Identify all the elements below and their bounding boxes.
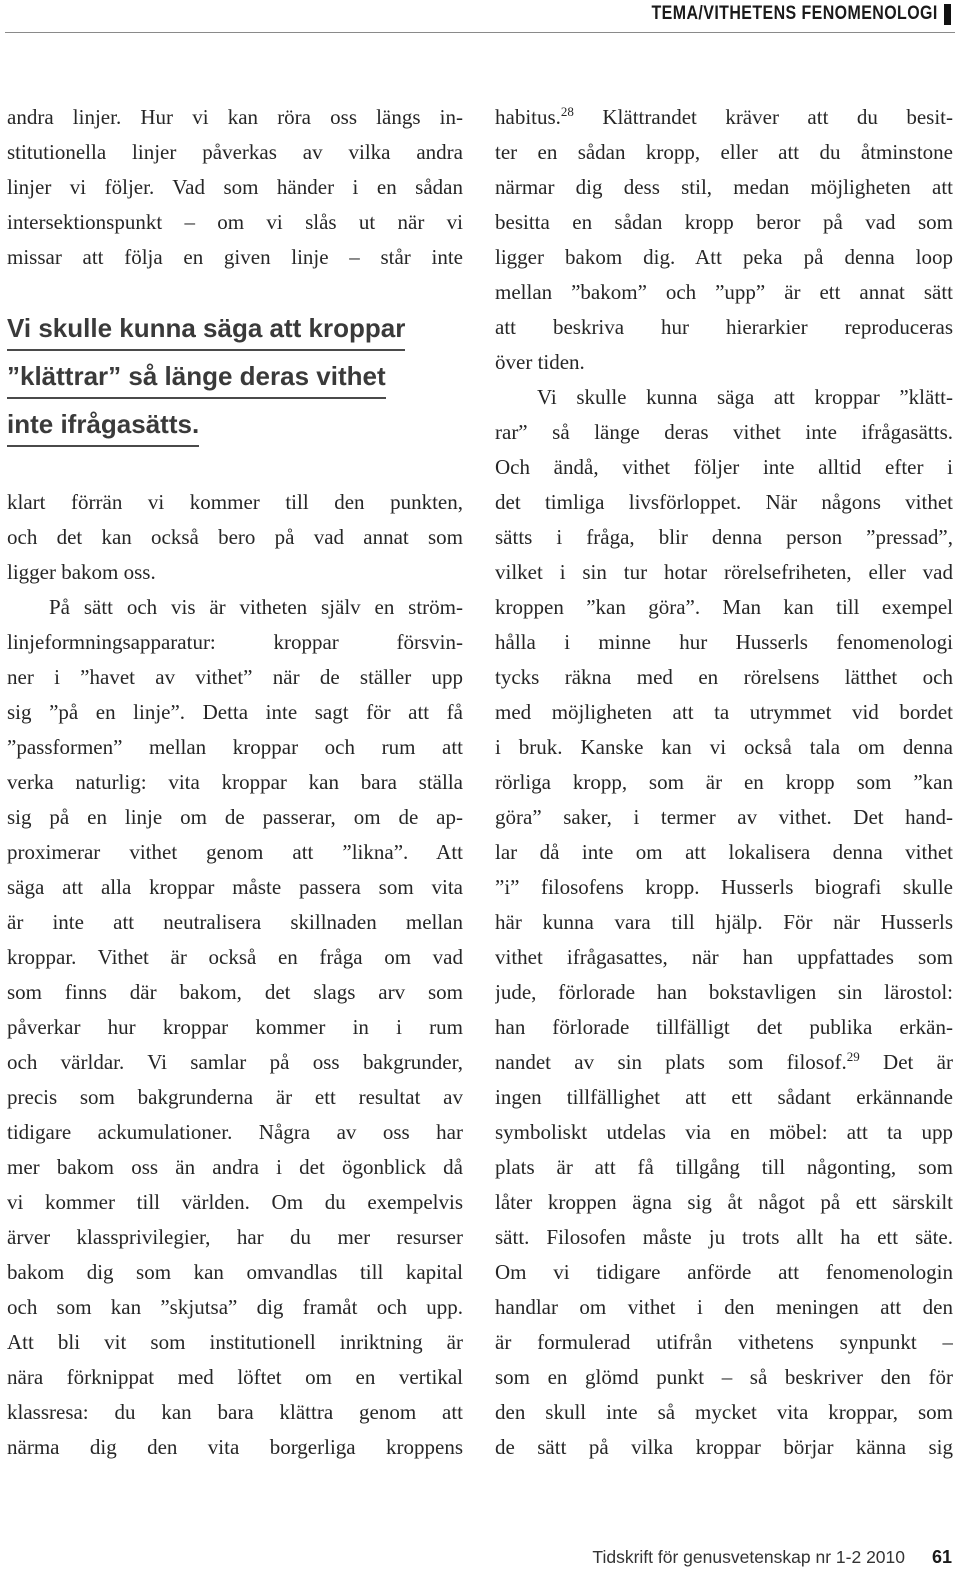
pull-quote-text: ”klättrar” så länge deras vithet	[7, 355, 386, 399]
text-line: stitutionella linjer påverkas av vilka andra	[7, 140, 463, 164]
header-divider	[5, 32, 955, 33]
text-line: andra linjer. Hur vi kan röra oss längs in-	[7, 105, 463, 129]
text-line: över tiden.	[495, 350, 585, 374]
footnote-ref: 29	[846, 1049, 860, 1064]
text-line: ”passformen” mellan kroppar och rum att	[7, 735, 463, 759]
page-footer	[0, 1545, 960, 1569]
text-line: ligger bakom oss.	[7, 560, 156, 584]
pull-quote-line	[7, 352, 463, 400]
left-column	[7, 100, 463, 1465]
text-line: verka naturlig: vita kroppar kan bara ställa	[7, 770, 463, 794]
text-line: kroppen ”kan göra”. Man kan till exempel	[495, 595, 953, 619]
pull-quote-text: Vi skulle kunna säga att kroppar	[7, 307, 405, 351]
paragraph-streamlining	[7, 590, 463, 1465]
page-number: 61	[931, 1547, 952, 1567]
text-line: kroppar. Vithet är också en fråga om vad	[7, 945, 463, 969]
text-line: är inte att neutralisera skillnaden mellan	[7, 910, 463, 934]
journal-name: Tidskrift för genusvetenskap nr 1-2 2010	[592, 1547, 905, 1567]
pull-quote	[7, 275, 463, 485]
text-line: linjer vi följer. Vad som händer i en sådan	[7, 175, 463, 199]
text-line: de sätt på vilka kroppar börjar känna sig	[495, 1435, 953, 1459]
text-line: med möjligheten att ta utrymmet vid bordet	[495, 700, 953, 724]
paragraph-climbing	[495, 380, 953, 1465]
text-line: Om vi tidigare anförde att fenomenologin	[495, 1260, 953, 1284]
paragraph-continued	[7, 485, 463, 590]
right-column	[495, 100, 953, 1465]
text-line: ligger bakom dig. Att peka på denna loop	[495, 245, 953, 269]
text-line: vi kommer till världen. Om du exempelvis	[7, 1190, 463, 1214]
text-line: rar” så länge deras vithet inte ifrågasätts.	[495, 420, 953, 444]
text-line: mellan ”bakom” och ”upp” är ett annat sätt	[495, 280, 953, 304]
text-line: som en glömd punkt – så beskriver den för	[495, 1365, 953, 1389]
text-line: missar att följa en given linje – står inte	[7, 245, 463, 269]
text-line: närma dig den vita borgerliga kroppens	[7, 1435, 463, 1459]
text-line: intersektionspunkt – om vi slås ut när vi	[7, 210, 463, 234]
text-line: göra” saker, i termer av vithet. Det hand-	[495, 805, 953, 829]
text-line	[495, 1045, 953, 1080]
text-segment: Klättrandet kräver att du besit-	[573, 105, 953, 129]
text-line: låter kroppen ägna sig åt något på ett särskilt	[495, 1190, 953, 1214]
text-line: mer bakom oss än andra i det ögonblick då	[7, 1155, 463, 1179]
text-line: sätts i fråga, blir denna person ”pressad”,	[495, 525, 953, 549]
text-line: jude, förlorade han bokstavligen sin lärostol:	[495, 980, 953, 1004]
text-line: På sätt och vis är vitheten själv en ström-	[49, 595, 463, 619]
text-line: är formulerad utifrån vithetens synpunkt –	[495, 1330, 953, 1354]
text-line: plats är att få tillgång till någonting, som	[495, 1155, 953, 1179]
text-line	[495, 100, 953, 135]
text-line: här kunna vara till hjälp. För när Husserls	[495, 910, 953, 934]
text-line: och det kan också bero på vad annat som	[7, 525, 463, 549]
text-line: sig på en linje om de passerar, om de ap-	[7, 805, 463, 829]
text-line: hålla i minne hur Husserls fenomenologi	[495, 630, 953, 654]
text-line: vilket i sin tur hotar rörelsefriheten, eller vad	[495, 560, 953, 584]
text-line: klassresa: du kan bara klättra genom att	[7, 1400, 463, 1424]
text-line: det timliga livsförloppet. När någons vithet	[495, 490, 953, 514]
text-line: symboliskt utdelas via en möbel: att ta upp	[495, 1120, 953, 1144]
text-line: som finns där bakom, det slags arv som	[7, 980, 463, 1004]
text-line: säga att alla kroppar måste passera som vita	[7, 875, 463, 899]
text-line: handlar om vithet i den meningen att den	[495, 1295, 953, 1319]
text-line: precis som bakgrunderna är ett resultat av	[7, 1085, 463, 1109]
text-line: närmar dig dess stil, medan möjligheten att	[495, 175, 953, 199]
text-line: vithet ifrågasattes, när han uppfattades som	[495, 945, 953, 969]
text-line: ner i ”havet av vithet” när de ställer upp	[7, 665, 463, 689]
text-line: i bruk. Kanske kan vi också tala om denna	[495, 735, 953, 759]
text-line: tidigare ackumulationer. Några av oss har	[7, 1120, 463, 1144]
text-line: linjeformningsapparatur: kroppar försvin-	[7, 630, 463, 654]
text-line: sätt. Filosofen måste ju trots allt ha ett säte.	[495, 1225, 953, 1249]
text-line: han förlorade tillfälligt det publika erkän-	[495, 1015, 953, 1039]
paragraph-intro	[7, 100, 463, 275]
text-line: Vi skulle kunna säga att kroppar ”klätt-	[537, 385, 953, 409]
text-line: och världar. Vi samlar på oss bakgrunder,	[7, 1050, 463, 1074]
text-line: ”i” filosofens kropp. Husserls biografi skulle	[495, 875, 953, 899]
text-line: att beskriva hur hierarkier reproduceras	[495, 315, 953, 339]
text-line: Att bli vit som institutionell inriktning är	[7, 1330, 463, 1354]
text-line: påverkar hur kroppar kommer in i rum	[7, 1015, 463, 1039]
text-line: lar då inte om att lokalisera denna vithet	[495, 840, 953, 864]
pull-quote-line	[7, 304, 463, 352]
footnote-ref: 28	[560, 104, 574, 119]
section-title: TEMA/VITHETENS FENOMENOLOGI	[651, 3, 938, 24]
text-line: sig ”på en linje”. Detta inte sagt för att få	[7, 700, 463, 724]
section-marker-block	[944, 4, 951, 25]
text-line: klart förrän vi kommer till den punkten,	[7, 490, 463, 514]
text-line: den skull inte så mycket vita kroppar, som	[495, 1400, 953, 1424]
pull-quote-line	[7, 400, 463, 448]
pull-quote-text: inte ifrågasätts.	[7, 403, 199, 447]
text-line: Och ändå, vithet följer inte alltid efter i	[495, 455, 953, 479]
text-segment: Det är	[859, 1050, 953, 1074]
text-line: ärver klassprivilegier, har du mer resurser	[7, 1225, 463, 1249]
text-line: nära förknippat med löftet om en vertikal	[7, 1365, 463, 1389]
text-line: rörliga kropp, som är en kropp som ”kan	[495, 770, 953, 794]
page-header	[0, 0, 960, 34]
text-line: tycks räkna med en rörelsens lätthet och	[495, 665, 953, 689]
text-segment: nandet av sin plats som filosof.	[495, 1050, 847, 1074]
text-segment: habitus.	[495, 105, 561, 129]
text-line: och som kan ”skjutsa” dig framåt och upp.	[7, 1295, 463, 1319]
text-line: ingen tillfällighet att ett sådant erkännande	[495, 1085, 953, 1109]
text-line: besitta en sådan kropp beror på vad som	[495, 210, 953, 234]
paragraph-habitus	[495, 100, 953, 380]
text-line: ter en sådan kropp, eller att du åtminstone	[495, 140, 953, 164]
text-line: bakom dig som kan omvandlas till kapital	[7, 1260, 463, 1284]
text-line: proximerar vithet genom att ”likna”. Att	[7, 840, 463, 864]
